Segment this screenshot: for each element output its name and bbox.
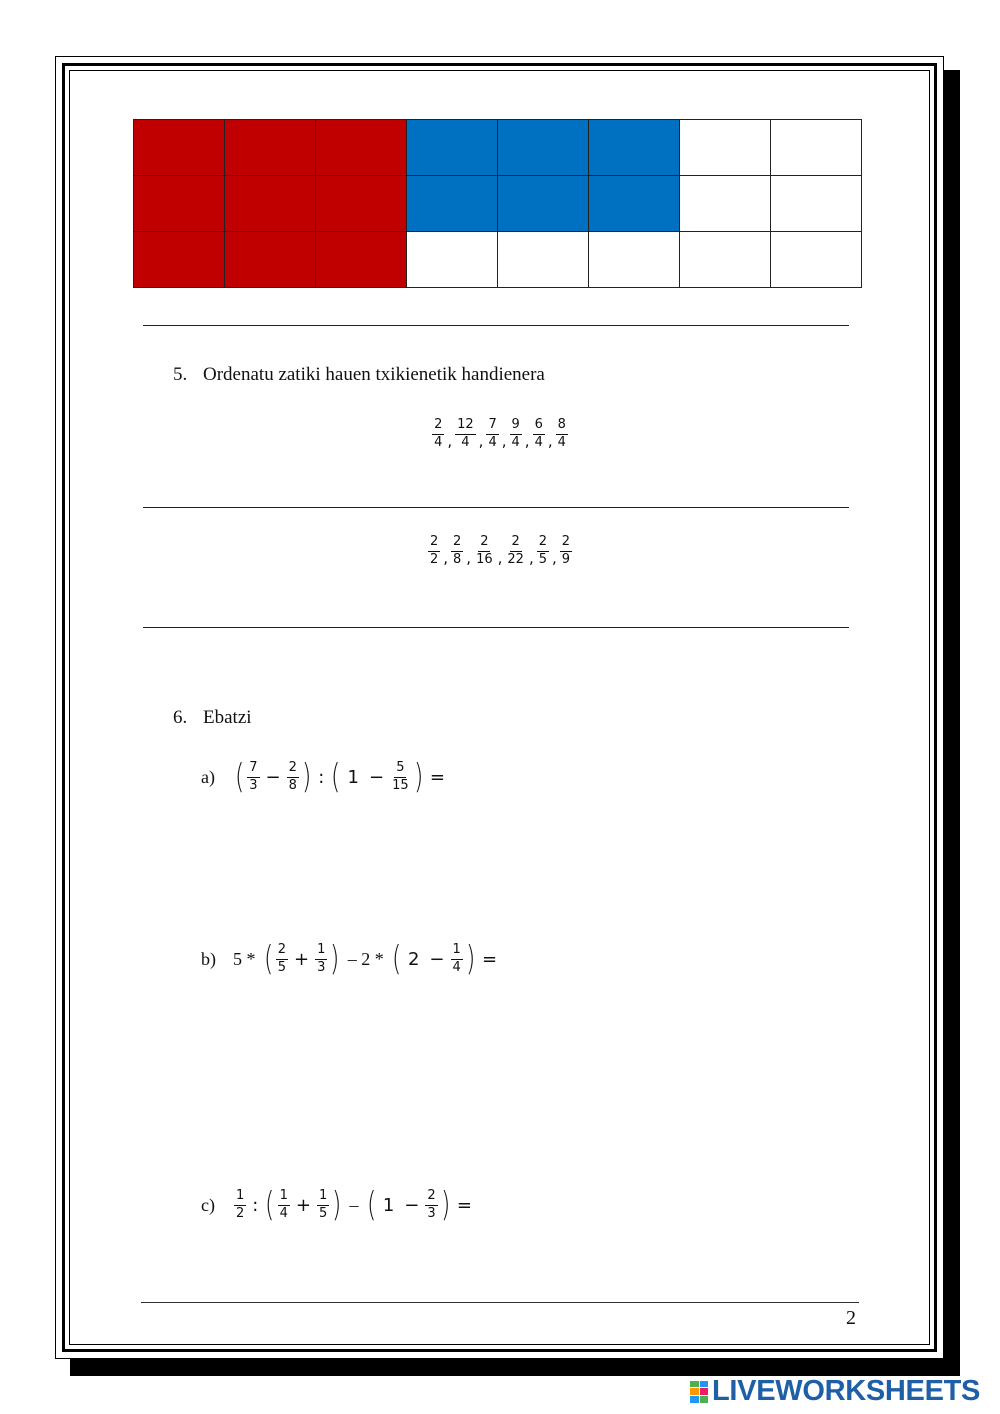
grid-cell-white [407, 232, 498, 288]
plus-sign: + [295, 1194, 311, 1216]
brand-icon [690, 1381, 708, 1403]
equals-sign: = [429, 766, 445, 788]
grid-row [134, 176, 862, 232]
grid-cell-white [771, 120, 862, 176]
minus-sign: − [368, 766, 385, 788]
fraction: $\frac{8}{4}$ [557, 417, 566, 450]
grid-cell-white [771, 176, 862, 232]
grid-cell-red [225, 120, 316, 176]
comma-separator: , [443, 549, 448, 568]
open-paren: ( [366, 1185, 376, 1225]
grid-cell-blue [498, 120, 589, 176]
grid-row [134, 232, 862, 288]
comma-separator: , [524, 432, 530, 451]
grid-cell-white [589, 232, 680, 288]
fraction: $\frac{1}{4}$ [279, 1187, 288, 1221]
grid-cell-white [498, 232, 589, 288]
question-5 [173, 364, 545, 386]
plus-sign: + [294, 948, 310, 970]
fraction: $\frac{7}{3}$ [249, 759, 258, 793]
brand-text: LIVEWORKSHEETS [712, 1375, 981, 1407]
fraction: $\frac{2}{4}$ [434, 417, 443, 450]
grid-cell-red [225, 232, 316, 288]
comma-separator: , [478, 432, 484, 451]
term: – 2 * [347, 948, 384, 969]
minus-sign: − [404, 1194, 420, 1216]
fraction: $\frac{5}{15}$ [392, 759, 409, 793]
grid-cell-red [134, 120, 225, 176]
minus-sign: – [349, 1194, 359, 1215]
grid-cell-red [225, 176, 316, 232]
grid-cell-white [680, 120, 771, 176]
grid-cell-red [316, 176, 407, 232]
close-paren: ) [465, 939, 476, 979]
open-paren: ( [331, 757, 341, 797]
fraction: $\frac{1}{3}$ [317, 941, 326, 975]
question-text: Ebatzi [203, 707, 252, 728]
fraction: $\frac{7}{4}$ [488, 417, 497, 450]
liveworksheets-logo [690, 1375, 980, 1408]
grid-cell-blue [589, 120, 680, 176]
comma-separator: , [501, 432, 507, 451]
fraction: $\frac{1}{5}$ [319, 1187, 328, 1221]
open-paren: ( [263, 939, 273, 979]
close-paren: ) [332, 1185, 342, 1225]
fraction: $\frac{2}{5}$ [538, 534, 547, 567]
grid-cell-white [680, 232, 771, 288]
number: 1 [382, 1194, 395, 1216]
fraction: $\frac{2}{8}$ [453, 534, 462, 567]
fraction: $\frac{12}{4}$ [457, 417, 474, 450]
equals-sign: = [482, 948, 498, 970]
close-paren: ) [330, 939, 340, 979]
fraction: $\frac{2}{2}$ [429, 534, 439, 567]
equals-sign: = [456, 1194, 472, 1216]
grid-cell-blue [589, 176, 680, 232]
number: 2 [407, 948, 420, 970]
exercise-label: a) [201, 766, 215, 787]
question-number: 6. [173, 707, 188, 728]
answer-line[interactable] [143, 627, 849, 628]
open-paren: ( [234, 757, 245, 797]
comma-separator: , [547, 432, 553, 451]
grid-cell-red [316, 232, 407, 288]
fraction: $\frac{2}{3}$ [427, 1187, 436, 1221]
close-paren: ) [301, 757, 312, 797]
question-6 [173, 707, 252, 729]
divide-sign: : [252, 1194, 259, 1216]
close-paren: ) [440, 1185, 450, 1225]
open-paren: ( [265, 1185, 275, 1225]
grid-cell-red [316, 120, 407, 176]
exercise-b [201, 939, 502, 979]
fraction-list-2 [0, 535, 1000, 568]
question-text: Ordenatu zatiki hauen txikienetik handienera [203, 364, 545, 385]
minus-sign: − [429, 948, 445, 970]
page-number: 2 [846, 1307, 856, 1329]
comma-separator: , [447, 432, 453, 451]
footer-line [141, 1302, 859, 1303]
fraction: $\frac{2}{8}$ [288, 759, 297, 793]
fraction: $\frac{1}{4}$ [452, 941, 461, 975]
fraction-grid [133, 119, 862, 288]
open-paren: ( [391, 939, 401, 979]
minus-sign: − [265, 766, 281, 788]
comma-separator: , [466, 549, 472, 568]
grid-cell-blue [407, 176, 498, 232]
exercise-label: b) [201, 948, 216, 969]
term: 5 * [233, 948, 256, 969]
exercise-label: c) [201, 1194, 215, 1215]
fraction: $\frac{2}{22}$ [507, 534, 524, 567]
grid-cell-red [134, 176, 225, 232]
fraction: $\frac{1}{2}$ [236, 1187, 245, 1221]
exercise-c [201, 1185, 477, 1225]
fraction: $\frac{2}{9}$ [561, 534, 571, 567]
comma-separator: , [552, 549, 557, 568]
answer-line[interactable] [143, 325, 849, 326]
comma-separator: , [497, 549, 503, 568]
grid-cell-blue [498, 176, 589, 232]
number: 1 [347, 766, 359, 788]
fraction: $\frac{6}{4}$ [534, 417, 543, 450]
grid-row [134, 120, 862, 176]
grid-cell-blue [407, 120, 498, 176]
grid-cell-red [134, 232, 225, 288]
fraction: $\frac{2}{5}$ [277, 941, 287, 975]
grid-cell-white [680, 176, 771, 232]
fraction: $\frac{9}{4}$ [511, 417, 520, 450]
comma-separator: , [528, 549, 534, 568]
fraction-list-1 [0, 418, 1000, 451]
close-paren: ) [413, 757, 423, 797]
exercise-a [201, 757, 450, 797]
grid-cell-white [771, 232, 862, 288]
divide-sign: : [318, 766, 325, 788]
fraction: $\frac{2}{16}$ [476, 534, 493, 567]
question-number: 5. [173, 364, 188, 385]
answer-line[interactable] [143, 507, 849, 508]
